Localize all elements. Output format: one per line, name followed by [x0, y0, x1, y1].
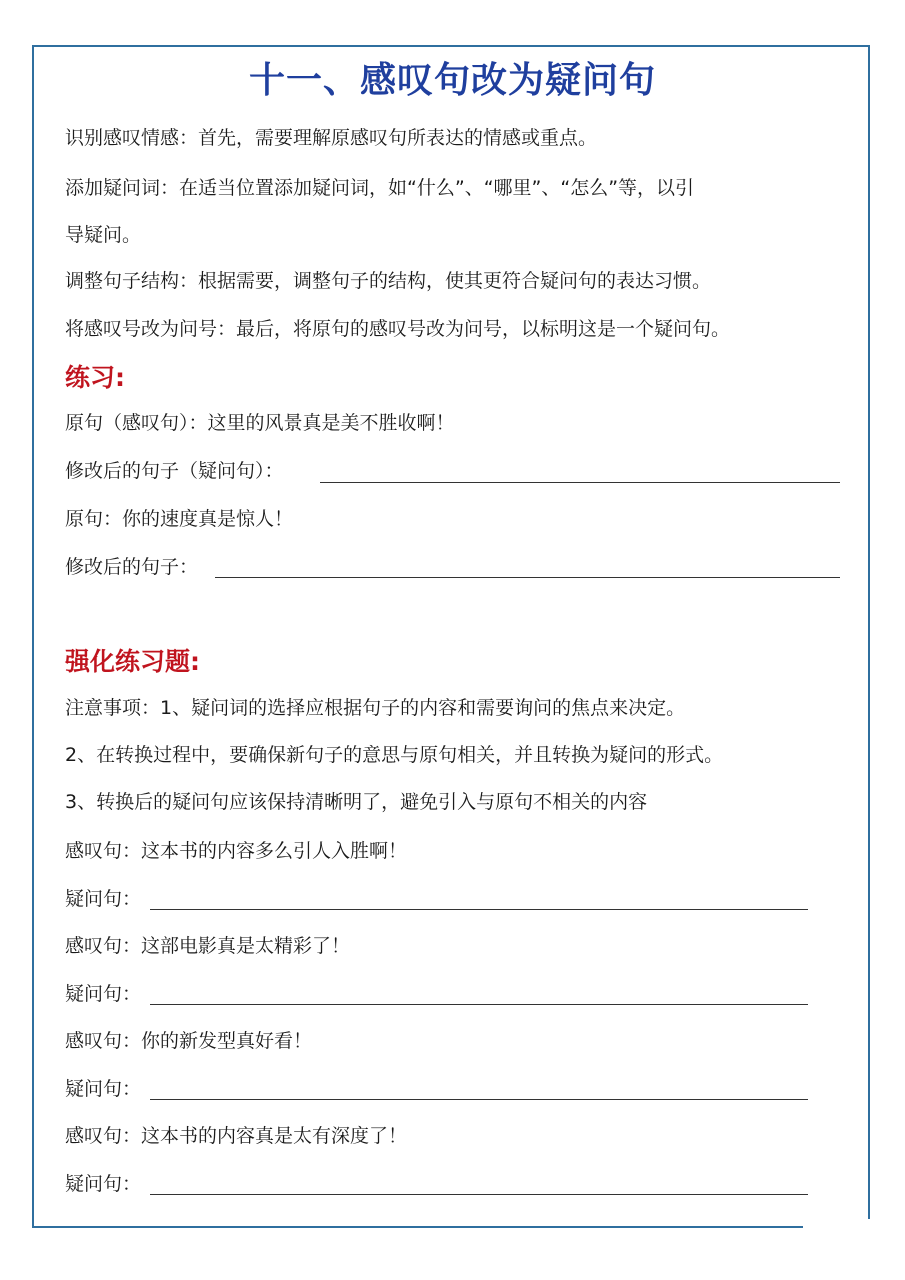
advanced-heading: 强化练习题:: [65, 647, 200, 676]
exercise-exclamation-3: 感叹句：你的新发型真好看！: [65, 1030, 313, 1052]
exercise-exclamation-2: 感叹句：这部电影真是太精彩了！: [65, 935, 351, 957]
page-title: 十一、感叹句改为疑问句: [248, 60, 656, 101]
practice-answer-line-2[interactable]: [215, 577, 840, 578]
practice-answer-line-1[interactable]: [320, 482, 840, 483]
practice-original-1: 原句（感叹句）：这里的风景真是美不胜收啊！: [65, 412, 455, 434]
exercise-question-label-2: 疑问句：: [65, 983, 142, 1005]
step-change-punctuation: 将感叹号改为问号：最后，将原句的感叹号改为问号，以标明这是一个疑问句。: [65, 318, 731, 340]
exercise-question-label-1: 疑问句：: [65, 888, 142, 910]
advanced-note-3: 3、转换后的疑问句应该保持清晰明了，避免引入与原句不相关的内容: [65, 791, 648, 813]
advanced-note-1: 注意事项：1、疑问词的选择应根据句子的内容和需要询问的焦点来决定。: [65, 697, 686, 719]
exercise-answer-line-2[interactable]: [150, 1004, 808, 1005]
exercise-exclamation-4: 感叹句：这本书的内容真是太有深度了！: [65, 1125, 408, 1147]
practice-answer-label-1: 修改后的句子（疑问句）：: [65, 460, 284, 482]
practice-heading: 练习:: [65, 363, 125, 392]
frame-corner-gap: [803, 1219, 873, 1233]
step-add-question-word: 添加疑问词：在适当位置添加疑问词，如“什么”、“哪里”、“怎么”等，以引: [65, 177, 695, 199]
exercise-question-label-3: 疑问句：: [65, 1078, 142, 1100]
advanced-note-2: 2、在转换过程中，要确保新句子的意思与原句相关，并且转换为疑问的形式。: [65, 744, 724, 766]
exercise-answer-line-4[interactable]: [150, 1194, 808, 1195]
exercise-answer-line-3[interactable]: [150, 1099, 808, 1100]
practice-answer-label-2: 修改后的句子：: [65, 556, 199, 578]
exercise-answer-line-1[interactable]: [150, 909, 808, 910]
step-adjust-structure: 调整句子结构：根据需要，调整句子的结构，使其更符合疑问句的表达习惯。: [65, 270, 712, 292]
exercise-exclamation-1: 感叹句：这本书的内容多么引人入胜啊！: [65, 840, 408, 862]
step-add-question-word-cont: 导疑问。: [65, 224, 142, 246]
exercise-question-label-4: 疑问句：: [65, 1173, 142, 1195]
step-identify: 识别感叹情感：首先，需要理解原感叹句所表达的情感或重点。: [65, 127, 598, 149]
practice-original-2: 原句：你的速度真是惊人！: [65, 508, 294, 530]
